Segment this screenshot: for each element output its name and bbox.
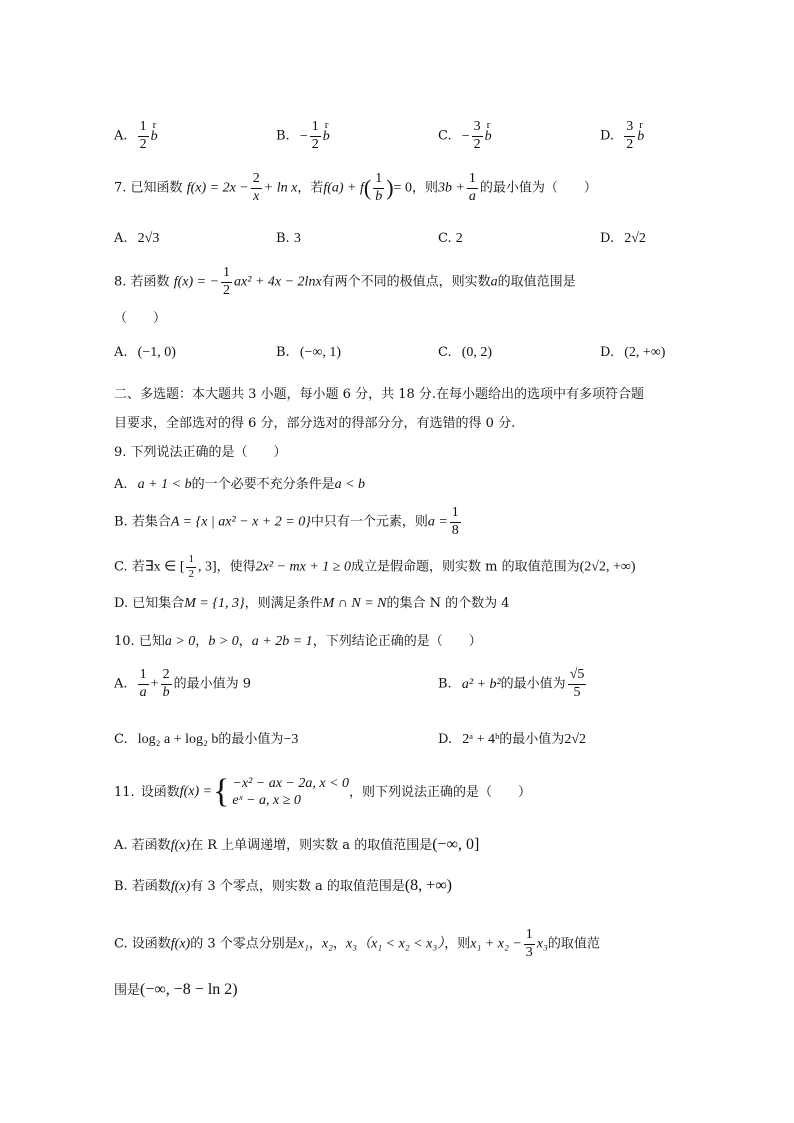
q10-c-math: log₂ a + log₂ b <box>137 732 219 747</box>
q6-option-b <box>276 120 330 152</box>
q6-option-d-label: D. <box>600 128 615 144</box>
q6-b-vector-mark: r <box>324 118 329 131</box>
q8-option-c <box>438 346 492 360</box>
q9-b-num: 1 <box>450 506 461 523</box>
q8-mid: 有两个不同的极值点，则实数 <box>321 274 491 290</box>
q7-frac-den: x <box>253 188 260 204</box>
q11-option-c-line2 <box>114 982 238 998</box>
q10-a-den1: a <box>139 684 147 700</box>
q7-stem: 7. 已知函数 f(x) = 2x − $\frac{2}{x}$ + ln x，若f(a) + f( $\frac{1}{b}$ )= 0，则3b + $\frac{1}{a}$ 的最小值为（ ） <box>114 171 597 204</box>
q9-d-math2: M ∩ N = N <box>322 596 387 611</box>
q10-option-c-label: C. <box>114 732 128 747</box>
q7-cond-frac-num: 1 <box>373 172 384 189</box>
q7-option-b-value: 3 <box>293 231 301 246</box>
q10-option-b <box>438 668 588 700</box>
q6-a-var: b <box>150 128 158 144</box>
q6-a-num: 1 <box>138 120 149 137</box>
q6-d-num: 3 <box>624 120 635 137</box>
q8-option-a <box>114 346 176 360</box>
q7-option-b-label: B. <box>276 231 290 246</box>
q10-d-value: 2√2 <box>564 732 586 747</box>
q11-c-text1: 设函数 <box>131 936 171 952</box>
q11-c-num: 1 <box>524 928 535 945</box>
q9-b-math: A = {x | ax² − x + 2 = 0} <box>170 514 311 530</box>
q9-c-math1: ∃x ∈ [ <box>144 559 185 575</box>
q8-option-a-label: A. <box>114 345 128 360</box>
q10-b-den: 5 <box>573 684 581 700</box>
q11-lead: 设函数 <box>140 784 180 800</box>
q7-intro: 已知函数 <box>130 180 183 196</box>
q9-option-d <box>114 597 510 611</box>
q7-cond-frac-den: b <box>375 188 383 204</box>
q10-cond1: a > 0 <box>164 634 196 649</box>
q6-c-var: b <box>484 128 492 144</box>
q11-piecewise <box>232 775 349 810</box>
q6-option-d <box>600 120 644 152</box>
q10-option-a-label: A. <box>114 676 128 692</box>
q6-option-a-label: A. <box>114 128 128 144</box>
q7-number: 7. <box>114 180 127 196</box>
q11-func: f(x) = <box>179 784 213 799</box>
q11-b-text2: 有 3 个零点，则实数 a 的取值范围是 <box>190 879 405 894</box>
q8-option-d-label: D. <box>600 345 615 360</box>
q11-option-b-label: B. <box>114 879 128 894</box>
q11-number: 11. <box>114 784 135 800</box>
q7-expr-num: 1 <box>467 172 478 189</box>
q6-b-var: b <box>322 128 330 144</box>
q11-a-math2: (−∞, 0] <box>432 836 480 853</box>
q7-option-d-value: 2√2 <box>624 231 646 246</box>
q9-c-math2: 2x² − mx + 1 ≥ 0 <box>255 559 351 575</box>
q11-c-text3: ，则 <box>444 936 471 952</box>
q11-option-c <box>114 928 600 960</box>
q6-b-num: 1 <box>310 120 321 137</box>
q6-d-vector-mark: r <box>639 118 643 131</box>
q8-ask: 的取值范围是 <box>497 274 576 290</box>
q9-c-text2: ，使得 <box>216 559 256 575</box>
q10-cond2: b > 0 <box>208 634 239 649</box>
q10-number: 10. <box>114 634 135 649</box>
q9-option-d-label: D. <box>114 596 129 611</box>
q10-sep1: ， <box>195 634 209 649</box>
q9-a-text: 的一个必要不充分条件是 <box>191 477 335 492</box>
q11-c-math1: f(x) <box>170 936 191 952</box>
q6-option-a <box>114 120 158 152</box>
q8-option-c-value: (0, 2) <box>461 345 493 360</box>
q8-option-a-value: (−1, 0) <box>137 345 176 360</box>
q7-func-tail: + ln x <box>263 180 298 196</box>
q6-options-row <box>114 106 674 152</box>
q8-paren: （ ） <box>114 311 167 326</box>
q11-c-text2: 的 3 个零点分别是 <box>190 936 298 952</box>
q11-stem <box>114 770 531 814</box>
q6-b-den: 2 <box>311 136 319 152</box>
q7-option-a <box>114 232 159 246</box>
q9-b-math2: a = <box>427 514 448 530</box>
q6-option-c <box>438 120 492 152</box>
q7-ask-lead: ，则 <box>411 180 438 196</box>
q11-c-line2-text: 围是 <box>114 983 141 998</box>
q8-option-b <box>276 346 341 360</box>
q11-c-text4: 的取值范 <box>547 936 600 952</box>
q7-cond-lead: ，若 <box>297 180 324 196</box>
q8-option-d-value: (2, +∞) <box>624 345 666 360</box>
q8-intro: 若函数 <box>130 274 170 290</box>
q11-c-x2: x₂ <box>321 936 333 952</box>
q9-a-math: a + 1 < b <box>137 477 192 492</box>
q9-d-text3: 的集合 N 的个数为 4 <box>386 596 510 611</box>
q6-c-sign: − <box>461 128 470 144</box>
section2-line2: 目要求，全部选对的得 6 分，部分选对的得部分分，有选错的得 0 分. <box>114 416 516 431</box>
q7-option-d <box>600 232 646 246</box>
q6-c-den: 2 <box>473 136 481 152</box>
q10-a-den2: b <box>162 684 170 700</box>
q11-option-a-label: A. <box>114 838 128 853</box>
q9-c-num: 1 <box>186 554 196 568</box>
q8-number: 8. <box>114 274 127 290</box>
q9-d-text2: ，则满足条件 <box>244 596 323 611</box>
q8-option-b-label: B. <box>276 345 290 360</box>
q9-a-math2: a < b <box>334 477 366 492</box>
q8-option-b-value: (−∞, 1) <box>299 345 342 360</box>
q10-a-text: 的最小值为 9 <box>173 676 251 692</box>
q7-option-b <box>276 232 301 246</box>
q9-option-b-label: B. <box>114 514 128 530</box>
q10-sep2: ， <box>238 634 252 649</box>
q7-option-a-value: 2√3 <box>137 231 160 246</box>
q9-c-math1b: , 3] <box>197 559 217 575</box>
q10-stem-tail: ，下列结论正确的是（ ） <box>312 634 482 649</box>
q10-stem <box>114 635 482 649</box>
q9-d-text1: 已知集合 <box>132 596 185 611</box>
q10-option-c <box>114 733 298 747</box>
q10-option-a <box>114 668 251 700</box>
q8-option-c-label: C. <box>438 345 452 360</box>
q11-c-expr2: x₃ <box>536 936 548 952</box>
q11-a-text1: 若函数 <box>131 838 171 853</box>
q9-stem <box>114 446 287 459</box>
q10-stem-lead: 已知 <box>138 634 165 649</box>
q10-a-num2: 2 <box>161 668 172 685</box>
q11-c-expr: x₁ + x₂ − <box>470 936 522 952</box>
q10-option-b-label: B. <box>438 676 452 692</box>
q10-cond3: a + 2b = 1 <box>251 634 313 649</box>
q6-d-var: b <box>637 128 645 144</box>
q9-option-c <box>114 554 635 580</box>
q10-b-math: a² + b² <box>461 676 501 692</box>
q10-c-text: 的最小值为 <box>218 732 284 747</box>
q7-option-c <box>438 232 463 246</box>
q7-option-c-label: C. <box>438 231 452 246</box>
q10-d-math: 2ᵃ + 4ᵇ <box>462 732 500 747</box>
q9-d-math1: M = {1, 3} <box>184 596 245 611</box>
q11-tail: ，则下列说法正确的是（ ） <box>349 784 532 800</box>
q11-c-x1: x₁ <box>297 936 309 952</box>
q8-option-d <box>600 346 665 360</box>
q7-func: f(x) = 2x − <box>186 180 249 196</box>
q7-option-a-label: A. <box>114 231 128 246</box>
q9-b-text1: 若集合 <box>131 514 171 530</box>
q9-option-a-label: A. <box>114 477 128 492</box>
q9-stem-text: 下列说法正确的是（ ） <box>130 445 287 460</box>
q7-frac-num: 2 <box>251 172 262 189</box>
q11-c-x3: x₃ <box>345 936 358 952</box>
q7-cond-tail: = 0 <box>393 180 412 196</box>
q11-c-den: 3 <box>525 944 533 960</box>
q10-d-text: 的最小值为 <box>499 732 565 747</box>
q6-c-num: 3 <box>472 120 483 137</box>
q6-c-vector-mark: r <box>486 118 491 131</box>
q11-option-a <box>114 837 479 853</box>
q7-option-c-value: 2 <box>455 231 463 246</box>
q11-option-b <box>114 878 452 894</box>
q11-b-math2: (8, +∞) <box>404 877 452 894</box>
q9-c-math3: (2√2, +∞) <box>579 559 636 575</box>
q9-number: 9. <box>114 445 127 460</box>
q8-stem <box>114 266 576 298</box>
q8-frac-num: 1 <box>221 266 232 283</box>
q8-frac-den: 2 <box>223 282 231 298</box>
q9-b-den: 8 <box>451 522 459 538</box>
q11-piece2: eˣ − a, x ≥ 0 <box>232 793 301 808</box>
q9-option-b <box>114 506 463 538</box>
q6-option-b-label: B. <box>276 128 290 144</box>
q6-a-den: 2 <box>139 136 147 152</box>
q7-cond: f(a) + f <box>323 180 364 196</box>
q11-brace: { <box>213 773 230 810</box>
q11-c-paren: （x₁ < x₂ < x₃） <box>357 936 445 952</box>
q11-c-sep1: ， <box>308 936 322 952</box>
q10-b-num: √5 <box>568 668 587 685</box>
section2-line1: 二、多选题：本大题共 3 小题，每小题 6 分，共 18 分.在每小题给出的选项中有多项符合题 <box>114 387 645 402</box>
q11-a-text2: 在 R 上单调递增，则实数 a 的取值范围是 <box>190 838 433 853</box>
q10-c-value: −3 <box>283 732 299 747</box>
q7-expr: 3b + <box>437 180 465 196</box>
q8-var: a <box>490 274 498 290</box>
q9-c-text1: 若 <box>131 559 145 575</box>
q10-a-plus: + <box>150 676 159 692</box>
q11-a-math1: f(x) <box>170 838 191 853</box>
q11-option-c-label: C. <box>114 936 128 952</box>
q10-b-text: 的最小值为 <box>500 676 566 692</box>
q6-d-den: 2 <box>626 136 634 152</box>
q8-func-tail: ax² + 4x − 2lnx <box>234 274 322 290</box>
q7-ask: 的最小值为（ ） <box>479 180 597 196</box>
q11-b-math1: f(x) <box>170 879 191 894</box>
q7-option-d-label: D. <box>600 231 615 246</box>
q9-b-text2: 中只有一个元素，则 <box>310 514 428 530</box>
q10-option-d-label: D. <box>438 732 453 747</box>
q9-option-a <box>114 478 365 492</box>
q8-func-lead: f(x) = − <box>173 274 220 290</box>
q6-a-vector-mark: r <box>152 118 157 131</box>
q9-c-text3: 成立是假命题，则实数 m 的取值范围为 <box>351 559 580 575</box>
q11-piece1: −x² − ax − 2a, x < 0 <box>232 775 350 791</box>
q6-b-sign: − <box>299 128 308 144</box>
q11-b-text1: 若函数 <box>131 879 171 894</box>
q9-option-c-label: C. <box>114 559 128 575</box>
q11-c-sep2: ， <box>332 936 346 952</box>
q11-c-line2-math: (−∞, −8 − ln 2) <box>140 981 238 998</box>
q7-expr-den: a <box>468 188 476 204</box>
q9-c-den: 2 <box>188 567 194 580</box>
q6-option-c-label: C. <box>438 128 452 144</box>
q10-option-d <box>438 733 586 747</box>
q10-a-num1: 1 <box>138 668 149 685</box>
